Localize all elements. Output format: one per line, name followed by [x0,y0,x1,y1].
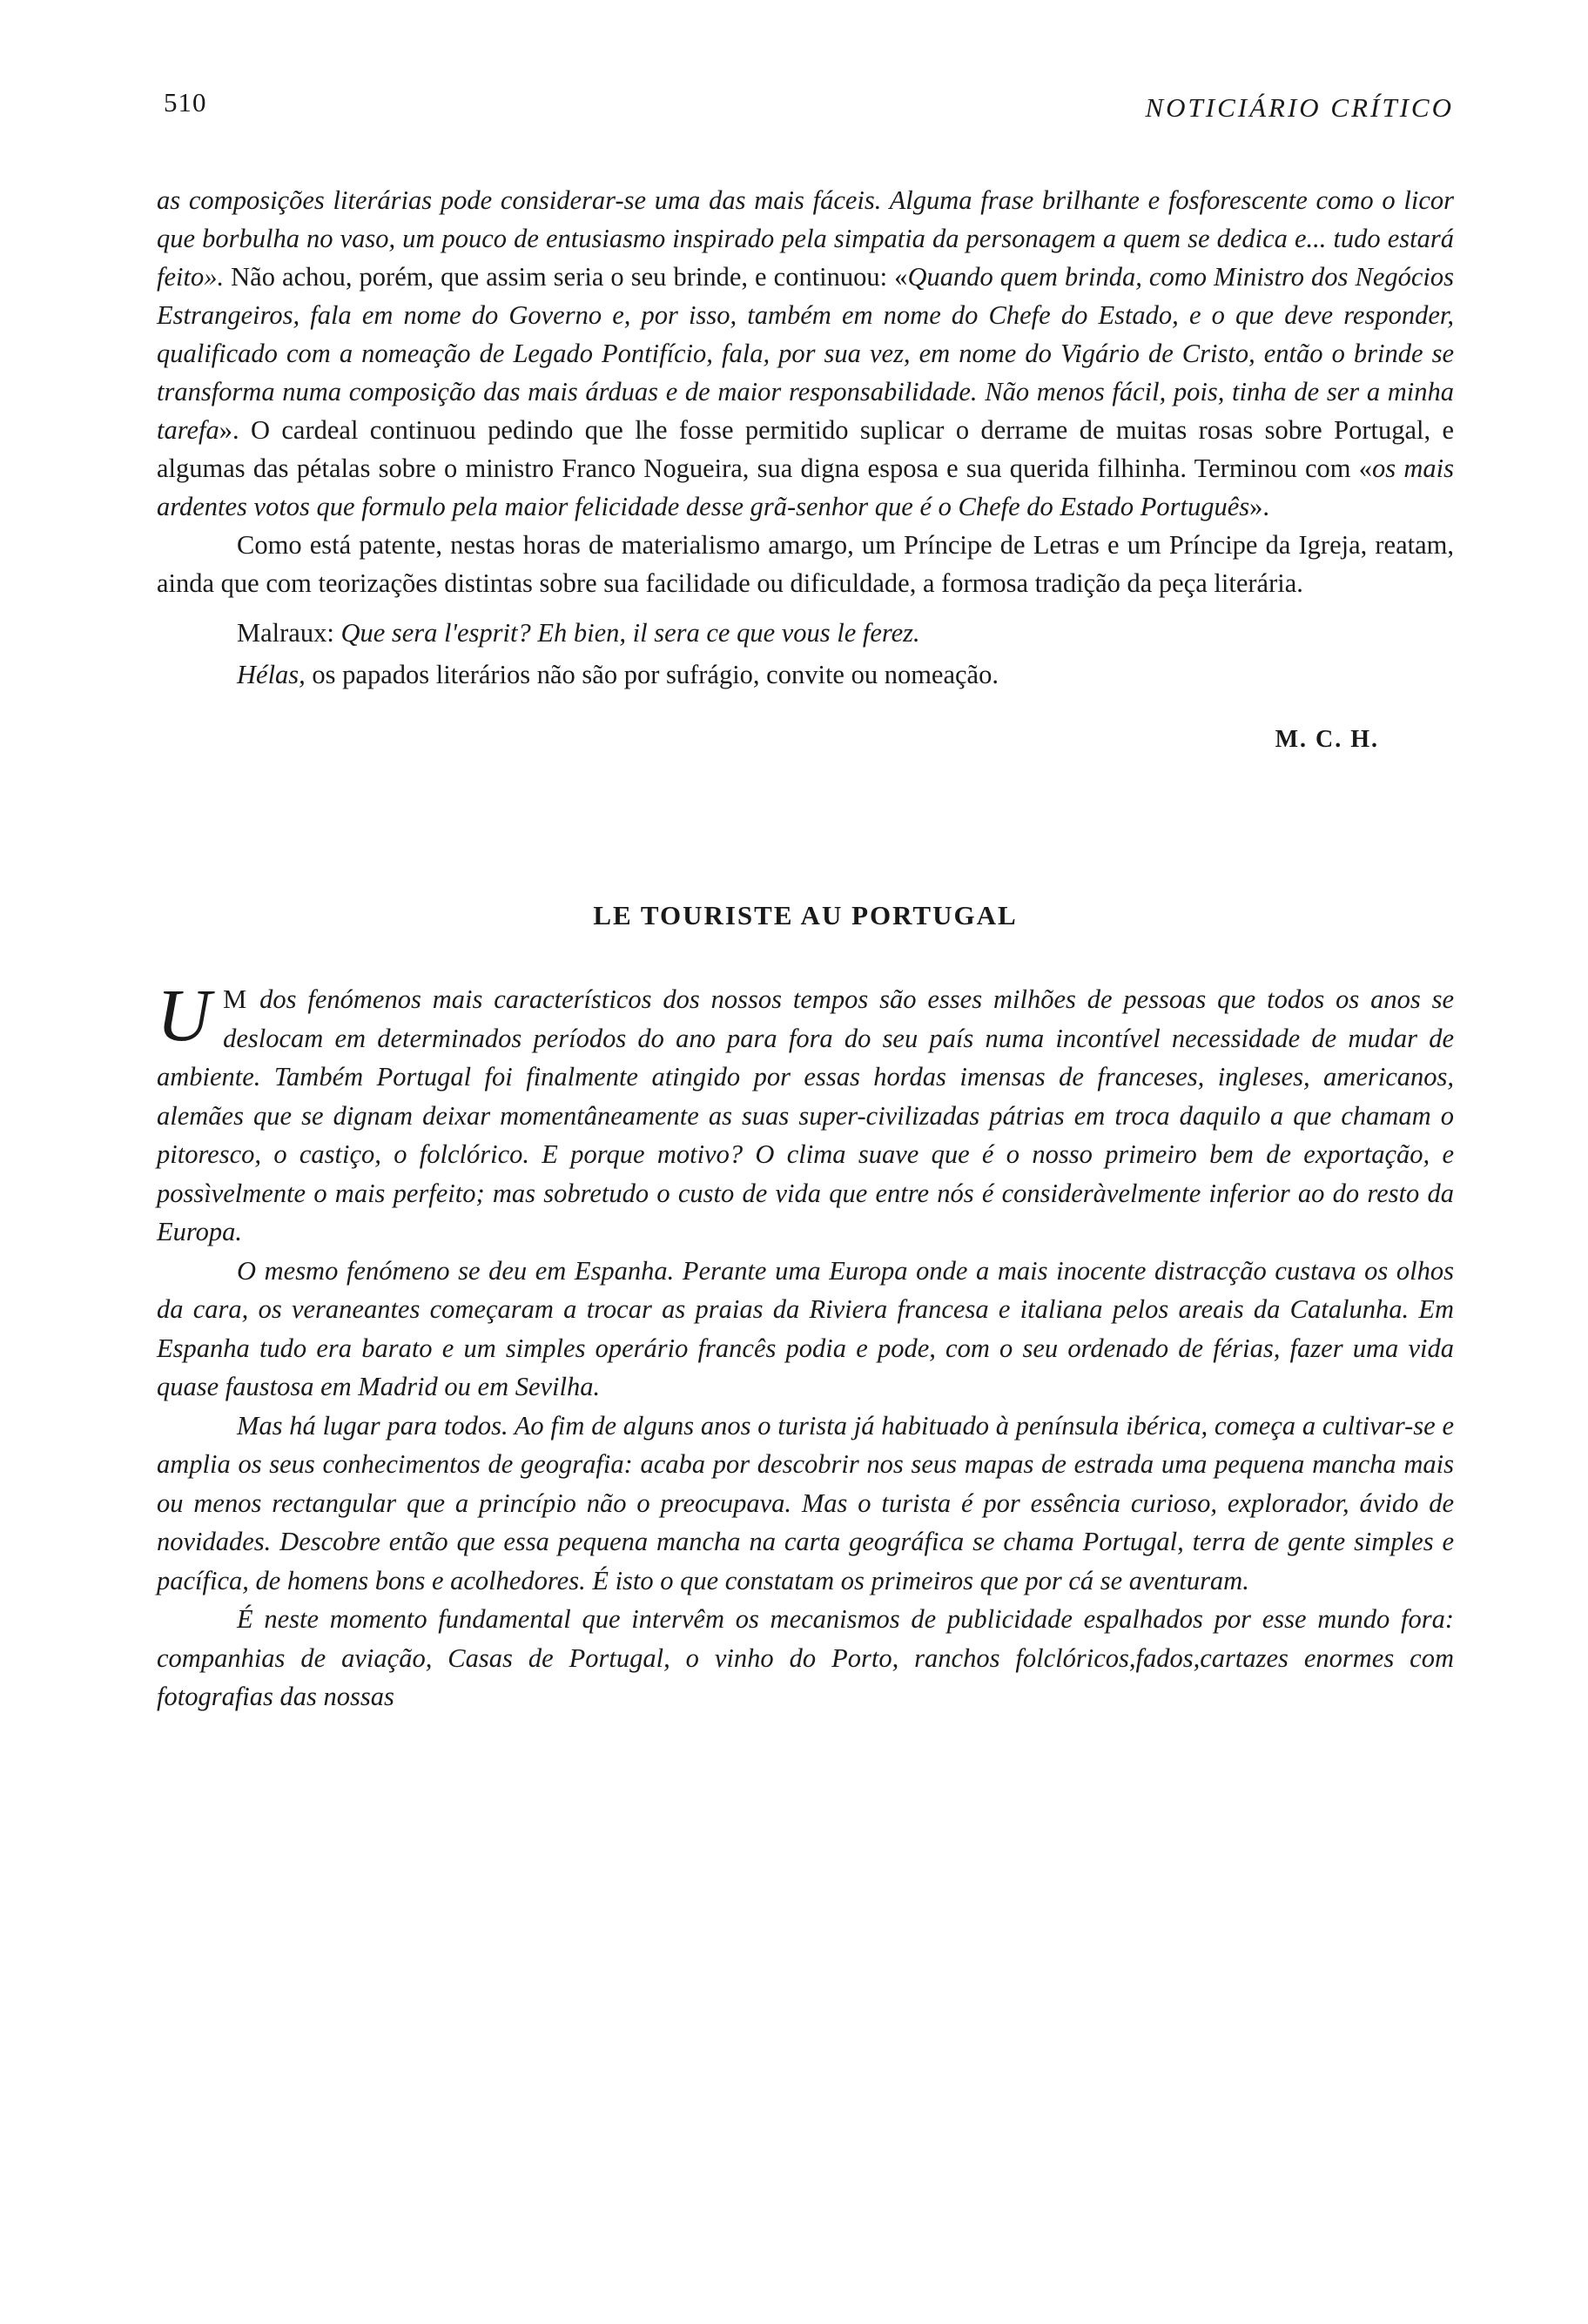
article-paragraph-4: É neste momento fundamental que intervêm os mecanismos de publicidade espalhados por esse mundo fora: companhias de aviação, Casas de Portugal, o vinho do Porto, ranchos folclóricos,fados,cartazes enormes com fotografias das nossas [157,1604,1454,1711]
quote-text: Que sera l'esprit? Eh bien, il sera ce que vous le ferez. [340,618,920,648]
quote-remark: os papados literários não são por sufrágio, convite ou nomeação. [305,660,999,689]
drop-cap-continuation: M [223,984,249,1014]
text-italic: Quando quem brinda, como Ministro dos Negócios Estrangeiros, fala em nome do Governo e, por isso, também em nome do Chefe do Estado, e o que deve responder, qualificado com a nomeação de Legado Pontifício, fala, por sua vez, em nome do Vigário de Cristo, então o brinde se transforma numa composição das mais árduas e de maior responsabilidade. Não menos fácil, pois, tinha de ser a minha tarefa [157,262,1454,445]
quote-malraux [157,613,1454,653]
text-roman: ». O cardeal continuou pedindo que lhe fosse permitido suplicar o derrame de muitas rosas sobre Portugal, e algumas das pétalas sobre o ministro Franco Nogueira, sua digna esposa e sua querida filhinha. Terminou com « [157,415,1454,483]
running-head: NOTICIÁRIO CRÍTICO [1145,92,1454,123]
article-paragraph-1 [157,973,1454,1252]
text-roman: Não achou, porém, que assim seria o seu brinde, e continuou: « [224,262,908,292]
quote-exclamation: Hélas, [237,660,306,689]
article-title: LE TOURISTE AU PORTUGAL [593,900,1018,930]
drop-cap: U [157,973,212,1057]
article-paragraph-1-text: dos fenómenos mais característicos dos nossos tempos são esses milhões de pessoas que todos os anos se deslocam em determinados períodos do ano para fora do seu país numa incontível necessidade de mudar de ambiente. Também Portugal foi finalmente atingido por essas hordas imensas de franceses, ingleses, americanos, alemães que se dignam deixar momentâneamente as suas super-civilizadas pátrias em troca daquilo a que chamam o pitoresco, o castiço, o folclórico. E porque motivo? O clima suave que é o nosso primeiro bem de exportação, e possìvelmente o mais perfeito; mas sobretudo o custo de vida que entre nós é consideràvelmente inferior ao do resto da Europa. [157,984,1454,1246]
review-paragraph-2: Como está patente, nestas horas de materialismo amargo, um Príncipe de Letras e um Príncipe da Igreja, reatam, ainda que com teorizações distintas sobre sua facilidade ou dificuldade, a formosa tradição da peça literária. [157,530,1454,598]
article-paragraph-2: O mesmo fenómeno se deu em Espanha. Perante uma Europa onde a mais inocente distracção custava os olhos da cara, os veraneantes começaram a trocar as praias da Riviera francesa e italiana pelos areais da Catalunha. Em Espanha tudo era barato e um simples operário francês podia e pode, com o seu ordenado de férias, fazer uma vida quase faustosa em Madrid ou em Sevilha. [157,1255,1454,1401]
review-paragraph-1 [157,181,1454,526]
quote-author: Malraux: [237,618,341,648]
page [157,87,1454,2298]
page-header [157,87,1454,139]
article-paragraph-3: Mas há lugar para todos. Ao fim de alguns anos o turista já habituado à península ibérica, começa a cultivar-se e amplia os seus conhecimentos de geografia: acaba por descobrir nos seus mapas de estrada uma pequena mancha mais ou menos rectangular que a princípio não o preocupava. Mas o turista é por essência curioso, explorador, ávido de novidades. Descobre então que essa pequena mancha na carta geográfica se chama Portugal, terra de gente simples e pacífica, de homens bons e acolhedores. É isto o que constatam os primeiros que por cá se aventuram. [157,1410,1454,1595]
quote-helas [157,655,1454,695]
text-roman: ». [1249,492,1269,521]
author-signature: M. C. H. [1275,726,1379,753]
review-text [157,181,1454,602]
text-italic: as composições literárias pode considerar-se uma das mais fáceis. Alguma frase brilhante e fosforescente como o licor que borbulha no vaso, um pouco de entusiasmo inspirado pela simpatia da personagem a quem se dedica e... tudo estará feito». [157,185,1454,292]
page-number: 510 [164,87,207,118]
article-text [157,973,1454,1716]
text-italic: os mais ardentes votos que formulo pela maior felicidade desse grã-senhor que é o Chefe do Estado Português [157,453,1454,521]
